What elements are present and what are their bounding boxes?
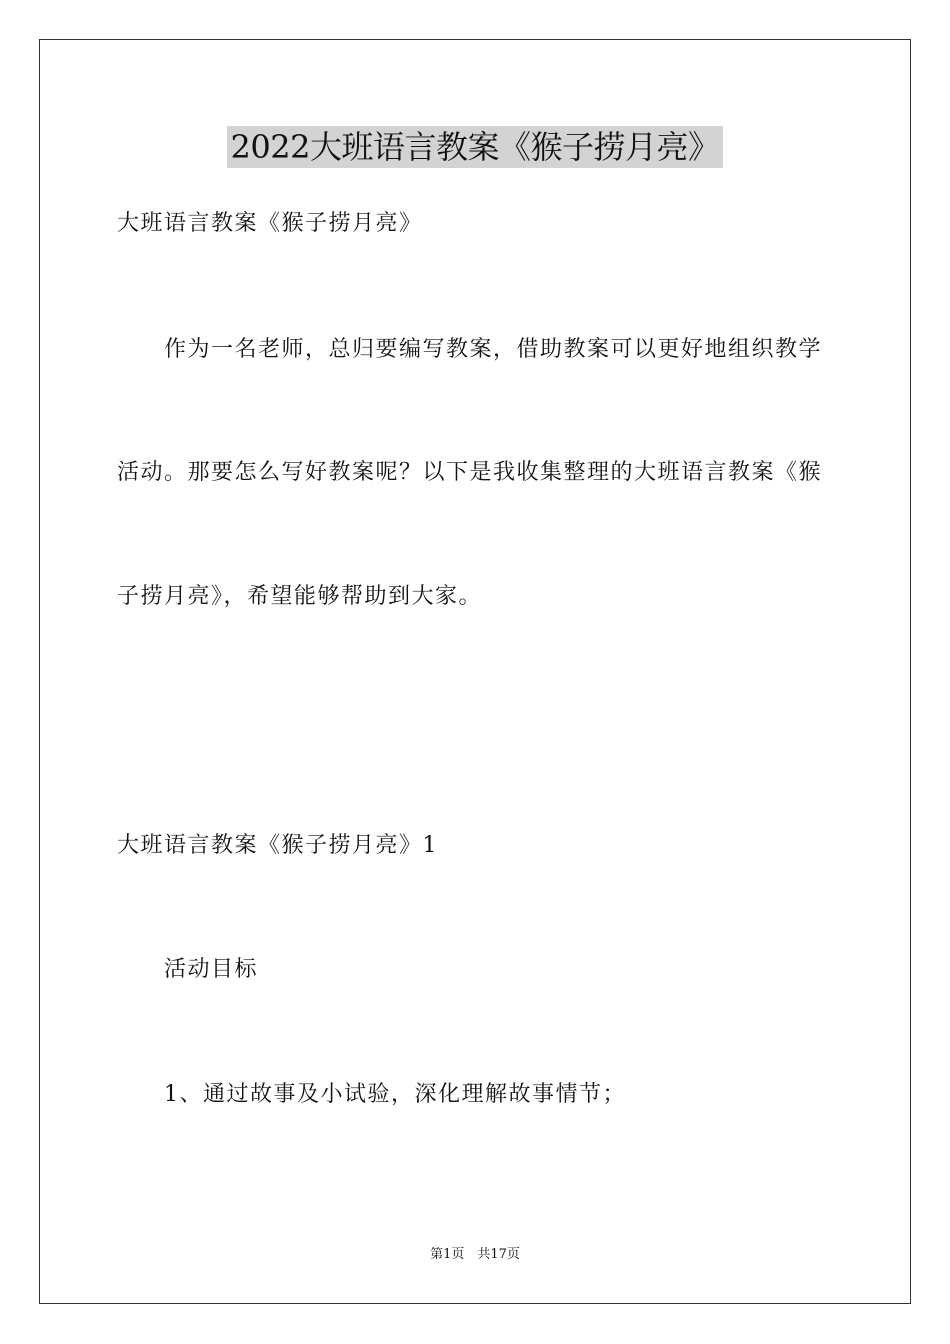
- goals-heading: 活动目标: [164, 957, 259, 982]
- section-heading: 大班语言教案《猴子捞月亮》1: [117, 833, 438, 858]
- document-title: 2022大班语言教案《猴子捞月亮》: [227, 126, 724, 168]
- intro-line-1: 作为一名老师，总归要编写教案，借助教案可以更好地组织教学: [164, 337, 823, 362]
- intro-line-3: 子捞月亮》，希望能够帮助到大家。: [117, 584, 483, 609]
- document-subtitle: 大班语言教案《猴子捞月亮》: [117, 211, 423, 236]
- goal-item-1: 1、通过故事及小试验，深化理解故事情节；: [164, 1082, 626, 1107]
- intro-line-2: 活动。那要怎么写好教案呢？以下是我收集整理的大班语言教案《猴: [117, 460, 823, 485]
- title-container: [0, 126, 950, 168]
- page-footer: 第1页 共17页: [430, 1247, 520, 1262]
